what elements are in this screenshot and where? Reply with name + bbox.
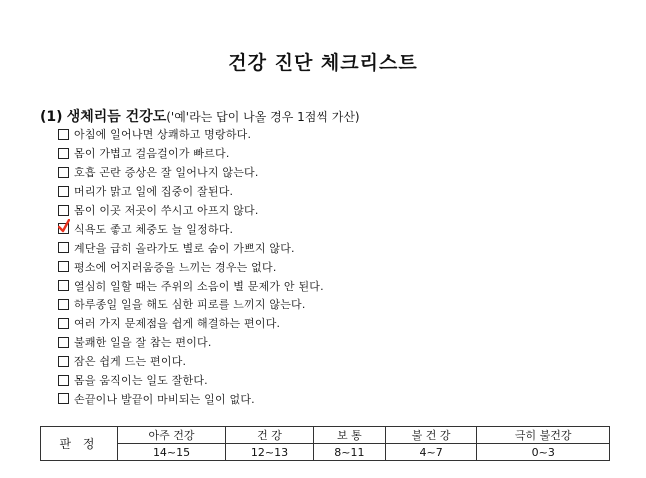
checklist-item: [58, 238, 324, 257]
checklist-item: [58, 163, 324, 182]
checklist-item: [58, 333, 324, 352]
range-cell: 0~3: [477, 444, 610, 461]
checkbox[interactable]: [58, 318, 69, 329]
grade-cell: 아주 건강: [118, 427, 226, 444]
checkbox[interactable]: [58, 393, 69, 404]
checklist-item-text: 잠은 쉽게 드는 편이다.: [74, 355, 187, 369]
checklist-item: [58, 219, 324, 238]
range-cell: 4~7: [385, 444, 477, 461]
result-range-row: [41, 444, 610, 461]
checkbox[interactable]: [58, 280, 69, 291]
checklist-item: [58, 389, 324, 408]
checkbox[interactable]: [58, 186, 69, 197]
checkbox[interactable]: [58, 167, 69, 178]
checkbox-checked[interactable]: [58, 223, 69, 234]
checklist-item-text: 불쾌한 일을 잘 참는 편이다.: [74, 336, 212, 350]
checklist-item-text: 열심히 일할 때는 주위의 소음이 별 문제가 안 된다.: [74, 279, 324, 293]
checklist-item: [58, 182, 324, 201]
range-cell: 12~13: [226, 444, 314, 461]
checklist-item: [58, 257, 324, 276]
checklist-item-text: 몸이 이곳 저곳이 쑤시고 아프지 않다.: [74, 204, 259, 217]
checklist-item-text: 하루종일 일을 해도 심한 피로를 느끼지 않는다.: [74, 298, 306, 312]
check-mark-icon: [58, 219, 70, 233]
checklist-item: [58, 295, 324, 314]
section-header: [40, 106, 360, 126]
checklist-item-text: 몸이 가볍고 걸음걸이가 빠르다.: [74, 147, 230, 161]
result-grade-row: [41, 427, 610, 444]
checklist-item-text: 손끝이나 발끝이 마비되는 일이 없다.: [74, 392, 255, 406]
result-table: [40, 426, 610, 461]
checkbox[interactable]: [58, 242, 69, 253]
range-cell: 14~15: [118, 444, 226, 461]
result-label: 판 정: [41, 427, 118, 461]
checklist-item: [58, 201, 324, 220]
checklist-item-text: 계단을 급히 올라가도 별로 숨이 가쁘지 않다.: [74, 241, 295, 255]
checkbox[interactable]: [58, 375, 69, 386]
checklist: [58, 125, 324, 408]
checkbox[interactable]: [58, 299, 69, 310]
page-title: 건강 진단 체크리스트: [228, 52, 418, 74]
checklist-item-text: 몸을 움직이는 일도 잘한다.: [74, 374, 208, 388]
checkbox[interactable]: [58, 356, 69, 367]
grade-cell: 건 강: [226, 427, 314, 444]
section-name: 생체리듬 건강도: [66, 109, 167, 125]
section-note: ('예'라는 답이 나올 경우 1점씩 가산): [166, 110, 360, 124]
checklist-item: [58, 371, 324, 390]
checklist-item: [58, 144, 324, 163]
checklist-item-text: 호흡 곤란 증상은 잘 일어나지 않는다.: [74, 166, 259, 180]
checklist-item: [58, 352, 324, 371]
grade-cell: 불 건 강: [385, 427, 477, 444]
checklist-item-text: 머리가 맑고 일에 집중이 잘된다.: [74, 185, 234, 199]
checklist-item-text: 아침에 일어나면 상쾌하고 명랑하다.: [74, 128, 252, 142]
checklist-item: [58, 125, 324, 144]
checklist-item-text: 식욕도 좋고 체중도 늘 일정하다.: [74, 222, 234, 236]
section-number: (1): [40, 109, 63, 125]
checklist-item: [58, 276, 324, 295]
checkbox[interactable]: [58, 337, 69, 348]
grade-cell: 극히 불건강: [477, 427, 610, 444]
checklist-item: [58, 314, 324, 333]
range-cell: 8~11: [313, 444, 385, 461]
checkbox[interactable]: [58, 261, 69, 272]
grade-cell: 보 통: [313, 427, 385, 444]
checkbox[interactable]: [58, 205, 69, 216]
checkbox[interactable]: [58, 148, 69, 159]
checkbox[interactable]: [58, 129, 69, 140]
checklist-item-text: 여러 가지 문제점을 쉽게 해결하는 편이다.: [74, 317, 281, 331]
checklist-item-text: 평소에 어지러움증을 느끼는 경우는 없다.: [74, 260, 277, 274]
